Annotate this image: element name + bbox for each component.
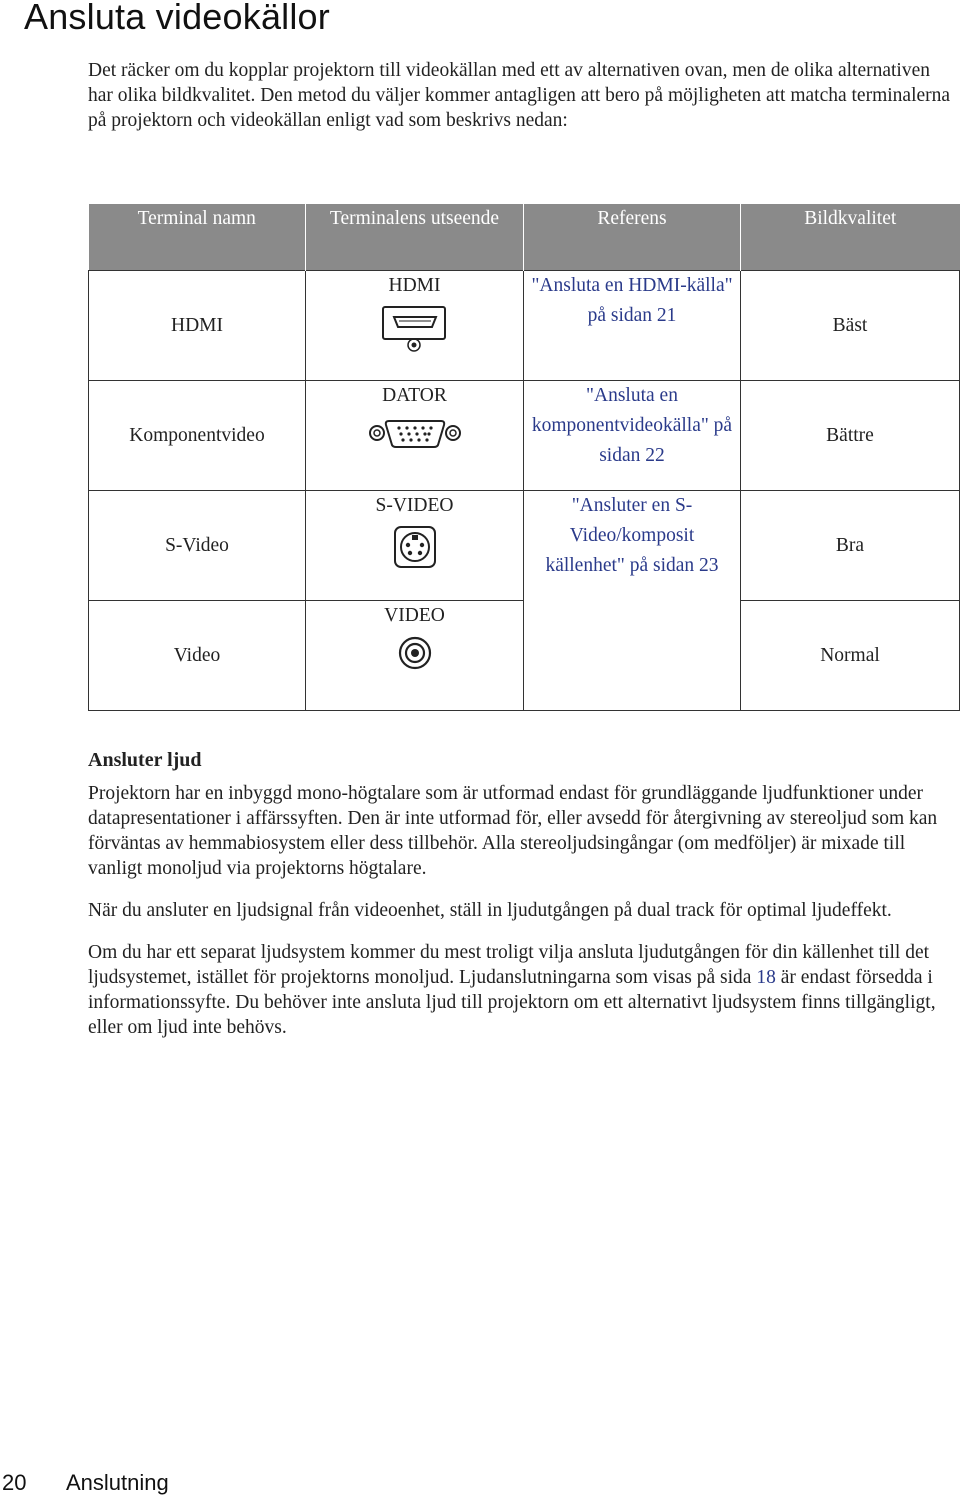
header-reference: Referens [524,204,741,271]
audio-section [88,748,960,1040]
cell-quality: Bra [741,491,960,601]
table-row-svideo [89,491,960,601]
page-footer [0,1470,169,1496]
header-terminal-appearance: Terminalens utseende [306,204,524,271]
cell-quality: Normal [741,601,960,711]
section-title: Ansluter ljud [88,749,202,771]
cell-terminal-name: Komponentvideo [89,381,306,491]
page-18-link[interactable]: 18 [756,967,776,988]
svideo-port-icon [393,525,437,569]
appearance-label: VIDEO [384,605,445,626]
cell-quality: Bäst [741,271,960,381]
appearance-label: DATOR [382,385,447,406]
header-terminal-name: Terminal namn [89,204,306,271]
rca-video-port-icon [397,635,433,671]
audio-paragraph-1: Projektorn har en inbyggd mono-högtalare som är utformad endast för grundläggande ljudfunktioner under datapresentationer i affärssyften. Den är inte utformad för, eller avsedd för återgivning av stereoljud som kan förväntas av hemmabiosystem eller dess tillbehör. Alla stereoljudsingångar (om medföljer) är mixade till vanligt monoljud via projektorns högtalare. [88,783,938,879]
hdmi-port-icon [380,305,450,353]
table-header-row [89,204,960,271]
vga-port-icon [367,415,463,451]
cell-appearance [306,271,524,381]
appearance-label: HDMI [388,275,441,296]
cell-quality: Bättre [741,381,960,491]
audio-paragraph-3 [88,940,960,1040]
cell-terminal-name: HDMI [89,271,306,381]
cell-appearance [306,381,524,491]
connection-table [88,204,960,711]
cell-appearance [306,601,524,711]
footer-section: Anslutning [66,1470,169,1495]
table-row-component [89,381,960,491]
audio-paragraph-3-text-end: är endast försedda i informationssyfte. Du behöver inte ansluta ljud till projektorn om ett alternativt ljudsystem finns tillgängligt, eller om ljud inte behövs. [88,967,936,1038]
cell-reference[interactable]: "Ansluta en HDMI-källa" på sidan 21 [524,271,741,381]
cell-appearance [306,491,524,601]
audio-paragraph-2: När du ansluter en ljudsignal från videoenhet, ställ in ljudutgången på dual track för optimal ljudeffekt. [88,900,892,921]
cell-reference[interactable]: "Ansluter en S-Video/komposit källenhet" på sidan 23 [524,491,741,711]
cell-terminal-name: S-Video [89,491,306,601]
header-image-quality: Bildkvalitet [741,204,960,271]
intro-paragraph: Det räcker om du kopplar projektorn till videokällan med ett av alternativen ovan, men de olika alternativen har olika bildkvalitet. Den metod du väljer kommer antagligen att bero på möjligheten att matcha terminalerna på projektorn och videokällan enligt vad som beskrivs nedan: [88,60,951,131]
page-title: Ansluta videokällor [24,0,330,37]
cell-reference[interactable]: "Ansluta en komponentvideokälla" på sidan 22 [524,381,741,491]
appearance-label: S-VIDEO [375,495,454,516]
cell-terminal-name: Video [89,601,306,711]
table-row-hdmi [89,271,960,381]
audio-paragraph-3-text: Om du har ett separat ljudsystem kommer du mest troligt vilja ansluta ljudutgången för din källenhet till det ljudsystemet, istället för projektorns monoljud. Ljudanslutningarna som visas på sida [88,942,930,988]
page-number: 20 [2,1470,27,1495]
